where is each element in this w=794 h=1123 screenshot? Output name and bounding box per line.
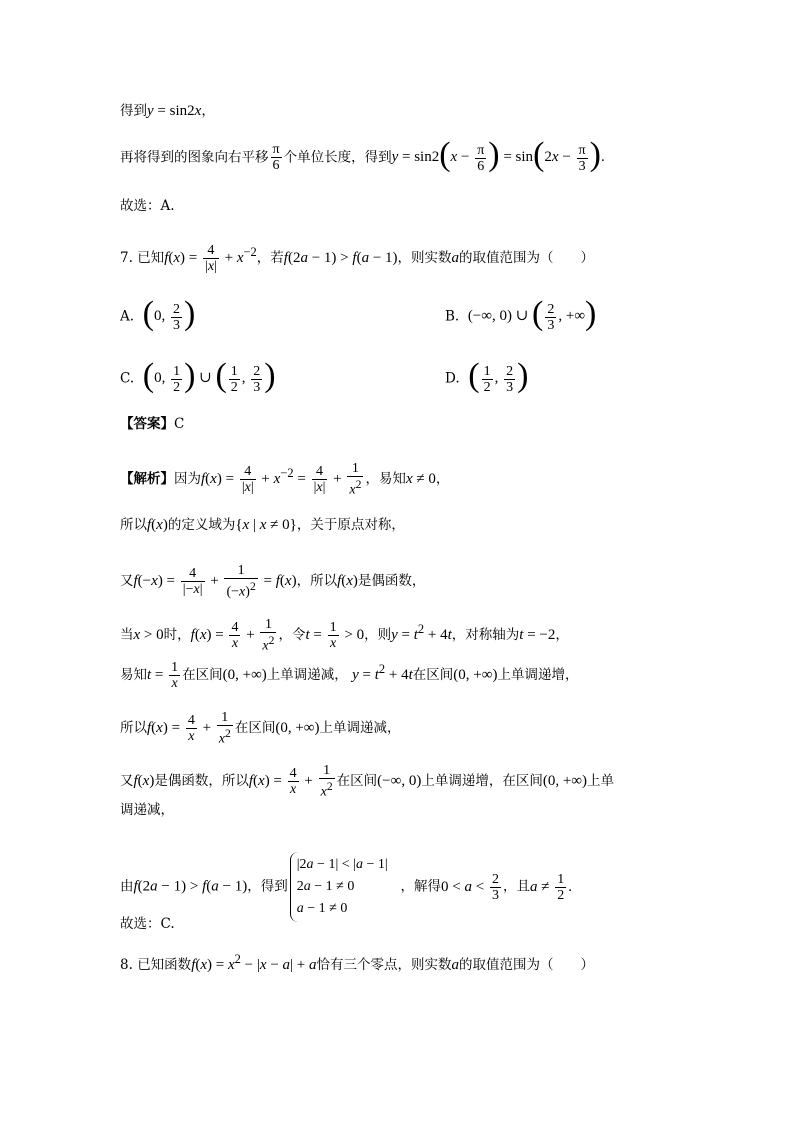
analysis-line-2: 所以f(x)的定义域为{x | x ≠ 0}，关于原点对称， — [120, 517, 405, 533]
math-expr: y = sin2(x − $\frac{\pi}{6}$ ) = sin(2x − $\frac{\pi}{3}$ ). — [391, 136, 605, 174]
question-8: 8. 已知函数$f(x) = x^2 - |x - a| + a$恰有三个零点，则实数a的取值范围为（ ） — [120, 952, 594, 973]
text-line-2: 再将得到的图象向右平移 $\frac{\pi}{6}$ 个单位长度，得到y = sin2(x − $\frac{\pi}{6}$ ) = sin(2x − $\frac{\pi}{3}$ ). — [120, 136, 605, 174]
option-a[interactable]: A. (0, $\frac{2}{3}$ ) — [120, 295, 196, 333]
math-expr: f(x) = $\frac{4}{|x|}$ + $x^{-2}$ — [164, 243, 257, 275]
conclusion-a: 故选：A. — [120, 198, 175, 214]
question-7: 7. 已知f(x) = $\frac{4}{|x|}$ + $x^{-2}$，若f(2a − 1) > f(a − 1)，则实数a的取值范围为（ ） — [120, 243, 595, 275]
analysis-line-5: 易知t = $\frac{1}{x}$ 在区间(0, +∞)上单调递减， $y = t^2 + 4t$在区间(0, +∞)上单调递增， — [120, 660, 579, 692]
analysis-line-8: 调递减， — [120, 802, 174, 818]
option-b[interactable]: B. (−∞, 0) ∪ ( $\frac{2}{3}$ , +∞) — [445, 295, 597, 333]
option-c[interactable]: C. (0, $\frac{1}{2}$ ) ∪ ( $\frac{1}{2}$ , $\frac{2}{3}$ ) — [120, 357, 276, 395]
analysis-line-3: 又f(−x) = $\frac{4}{|-x|}$ + $\frac{1}{(-x)^2}$ = f(x)，所以f(x)是偶函数， — [120, 563, 426, 600]
conclusion-c: 故选：C. — [120, 916, 175, 932]
analysis-line-1: 【解析】因为f(x) = $\frac{4}{|x|}$ + $x^{-2}$ = $\frac{4}{|x|}$ + $\frac{1}{x^2}$ ，易知x ≠ 0， — [120, 461, 450, 498]
analysis-line-6: 所以f(x) = $\frac{4}{x}$ + $\frac{1}{x^2}$ 在区间(0, +∞)上单调递减， — [120, 710, 401, 747]
analysis-line-9: 由f(2a − 1) > f(a − 1)，得到 |2a − 1| < |a − 1| 2a − 1 ≠ 0 a − 1 ≠ 0 ，解得0 < a < $\frac{2}{3}$ ，且a ≠ $\frac{1}{2}$ . — [120, 852, 572, 922]
option-d[interactable]: D. ( $\frac{1}{2}$ , $\frac{2}{3}$ ) — [445, 357, 529, 395]
analysis-line-4: 当x > 0时，f(x) = $\frac{4}{x}$ + $\frac{1}{x^2}$ ，令t = $\frac{1}{x}$ > 0，则$y = t^2 + 4t$，对称轴为t = −2， — [120, 617, 569, 654]
analysis-line-7: 又f(x)是偶函数，所以f(x) = $\frac{4}{x}$ + $\frac{1}{x^2}$ 在区间(−∞, 0)上单调递增，在区间(0, +∞)上单 — [120, 763, 614, 800]
fraction: $\frac{\pi}{6}$ — [272, 142, 280, 174]
text-line-1: 得到y = sin2x， — [120, 103, 215, 119]
answer-line: 【答案】C — [120, 416, 185, 432]
math-expr: y = sin2x — [147, 103, 202, 119]
equation-system: |2a − 1| < |a − 1| 2a − 1 ≠ 0 a − 1 ≠ 0 — [290, 852, 388, 922]
